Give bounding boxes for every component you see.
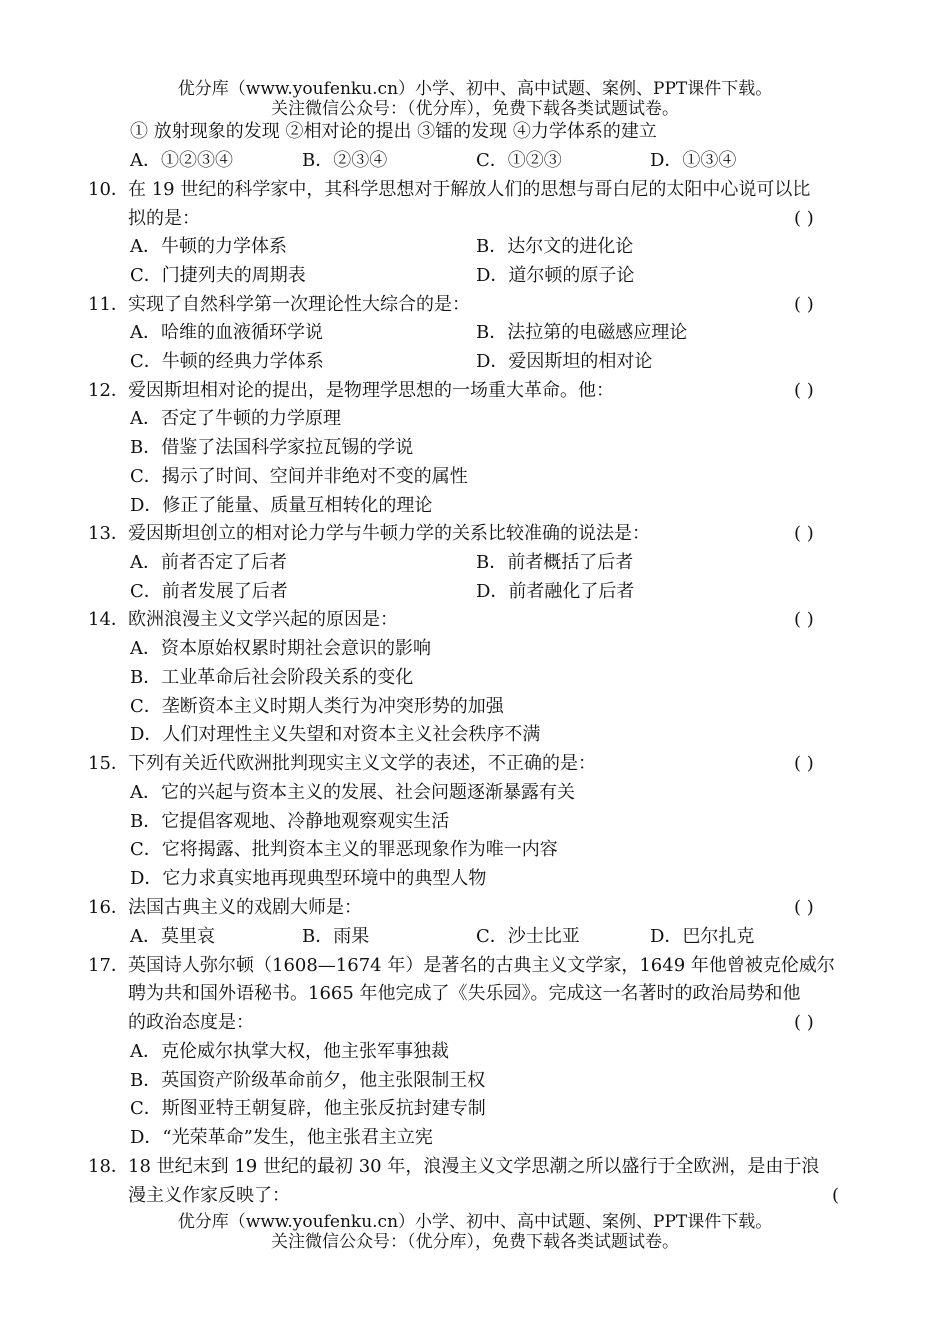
option-c: C．沙士比亚 xyxy=(476,926,580,947)
question-number: 14． xyxy=(88,609,129,630)
option-a: A．否定了牛顿的力学原理 xyxy=(130,408,341,429)
q9-option-b: B．②③④ xyxy=(302,150,388,171)
answer-blank: ( ) xyxy=(794,609,814,630)
footer-line-2: 关注微信公众号：（优分库），免费下载各类试题试卷。 xyxy=(271,1232,679,1252)
option-a: A．莫里哀 xyxy=(130,926,215,947)
question-number: 13． xyxy=(88,523,129,544)
question-text: 的政治态度是： xyxy=(128,1012,254,1033)
option-a: A．前者否定了后者 xyxy=(130,552,287,573)
option-b: B．前者概括了后者 xyxy=(476,552,634,573)
option-d: D．它力求真实地再现典型环境中的典型人物 xyxy=(130,868,487,889)
answer-blank: ( ) xyxy=(794,897,814,918)
answer-blank: ( ) xyxy=(794,1012,814,1033)
option-c: C．斯图亚特王朝复辟，他主张反抗封建专制 xyxy=(130,1098,486,1119)
option-c: C．它将揭露、批判资本主义的罪恶现象作为唯一内容 xyxy=(130,839,558,860)
option-a: A．它的兴起与资本主义的发展、社会问题逐渐暴露有关 xyxy=(130,782,575,803)
option-d: D．巴尔扎克 xyxy=(650,926,755,947)
question-number: 17． xyxy=(88,955,129,976)
option-b: B．达尔文的进化论 xyxy=(476,236,634,257)
option-d: D．人们对理性主义失望和对资本主义社会秩序不满 xyxy=(130,724,541,745)
option-c: C．前者发展了后者 xyxy=(130,581,288,602)
answer-blank: ( ) xyxy=(794,380,814,401)
question-number: 12． xyxy=(88,380,129,401)
question-number: 18． xyxy=(88,1156,129,1177)
option-c: C．垄断资本主义时期人类行为冲突形势的加强 xyxy=(130,696,504,717)
option-a: A．哈维的血液循环学说 xyxy=(130,322,323,343)
option-a: A．资本原始权累时期社会意识的影响 xyxy=(130,638,431,659)
question-text: 爱因斯坦相对论的提出，是物理学思想的一场重大革命。他： xyxy=(128,380,614,401)
question-text: 英国诗人弥尔顿（1608—1674 年）是著名的古典主义文学家，1649 年他曾被克伦威尔 xyxy=(128,955,835,976)
answer-blank: ( ) xyxy=(794,523,814,544)
answer-blank: ( xyxy=(832,1185,840,1206)
question-text: 在 19 世纪的科学家中，其科学思想对于解放人们的思想与哥白尼的太阳中心说可以比 xyxy=(128,179,811,200)
answer-blank: ( ) xyxy=(794,294,814,315)
question-number: 15． xyxy=(88,753,129,774)
question-text: 18 世纪末到 19 世纪的最初 30 年，浪漫主义文学思潮之所以盛行于全欧洲，是由于浪 xyxy=(128,1156,820,1177)
header-line-2: 关注微信公众号：（优分库），免费下载各类试题试卷。 xyxy=(271,99,679,119)
question-text: 下列有关近代欧洲批判现实主义文学的表述，不正确的是： xyxy=(128,753,596,774)
option-d: D．修正了能量、质量互相转化的理论 xyxy=(130,495,433,516)
q9-items: ① 放射现象的发现 ②相对论的提出 ③镭的发现 ④力学体系的建立 xyxy=(130,121,657,142)
option-c: C．牛顿的经典力学体系 xyxy=(130,351,324,372)
question-text: 法国古典主义的戏剧大师是： xyxy=(128,897,362,918)
question-text: 拟的是： xyxy=(128,208,200,229)
question-text: 漫主义作家反映了： xyxy=(128,1185,290,1206)
footer-line-1: 优分库（www.youfenku.cn）小学、初中、高中试题、案例、PPT课件下载。 xyxy=(177,1212,773,1232)
option-c: C．揭示了时间、空间并非绝对不变的属性 xyxy=(130,466,468,487)
answer-blank: ( ) xyxy=(794,753,814,774)
q9-option-a: A．①②③④ xyxy=(130,150,233,171)
question-number: 10． xyxy=(88,179,129,200)
option-d: D．前者融化了后者 xyxy=(476,581,635,602)
answer-blank: ( ) xyxy=(794,208,814,229)
option-c: C．门捷列夫的周期表 xyxy=(130,265,306,286)
option-b: B．法拉第的电磁感应理论 xyxy=(476,322,688,343)
question-number: 11． xyxy=(88,294,129,315)
option-d: D．“光荣革命”发生，他主张君主立宪 xyxy=(130,1127,433,1148)
q9-option-d: D．①③④ xyxy=(650,150,737,171)
option-a: A．克伦威尔执掌大权，他主张军事独裁 xyxy=(130,1041,449,1062)
option-b: B．借鉴了法国科学家拉瓦锡的学说 xyxy=(130,437,414,458)
question-text: 实现了自然科学第一次理论性大综合的是： xyxy=(128,294,470,315)
question-text: 聘为共和国外语秘书。1665 年他完成了《失乐园》。完成这一名著时的政治局势和他 xyxy=(128,983,801,1004)
option-b: B．英国资产阶级革命前夕，他主张限制王权 xyxy=(130,1070,486,1091)
option-a: A．牛顿的力学体系 xyxy=(130,236,287,257)
option-b: B．工业革命后社会阶段关系的变化 xyxy=(130,667,414,688)
option-b: B．雨果 xyxy=(302,926,370,947)
header-line-1: 优分库（www.youfenku.cn）小学、初中、高中试题、案例、PPT课件下载。 xyxy=(177,79,773,99)
option-b: B．它提倡客观地、冷静地观察观实生活 xyxy=(130,811,450,832)
option-d: D．道尔顿的原子论 xyxy=(476,265,635,286)
question-number: 16． xyxy=(88,897,129,918)
question-text: 欧洲浪漫主义文学兴起的原因是： xyxy=(128,609,398,630)
q9-option-c: C．①②③ xyxy=(476,150,562,171)
option-d: D．爱因斯坦的相对论 xyxy=(476,351,653,372)
question-text: 爱因斯坦创立的相对论力学与牛顿力学的关系比较准确的说法是： xyxy=(128,523,650,544)
